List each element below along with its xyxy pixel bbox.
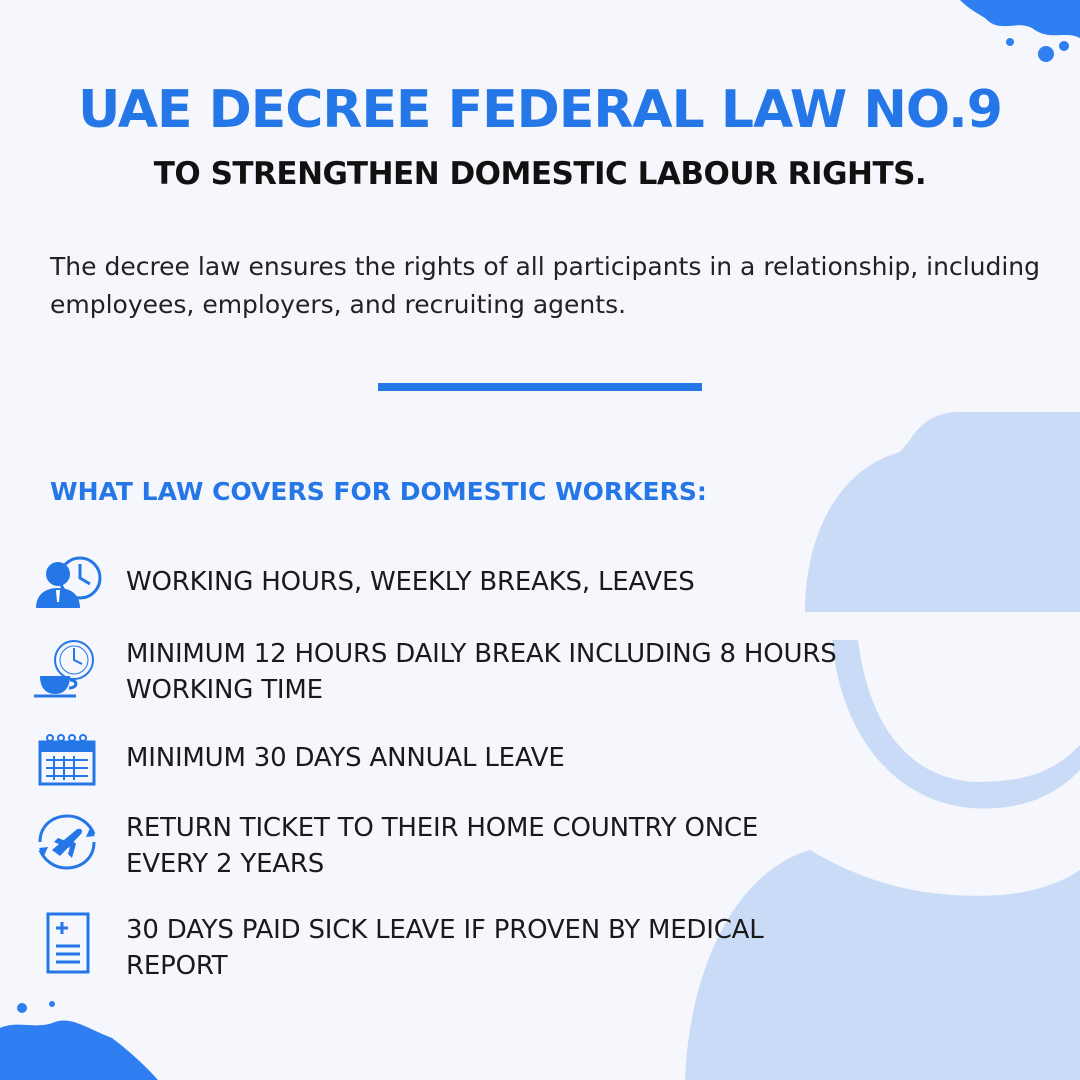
calendar-icon — [28, 730, 102, 794]
page-title: UAE DECREE FEDERAL LAW NO.9 — [78, 80, 1002, 140]
list-item-text: 30 DAYS PAID SICK LEAVE IF PROVEN BY MEDICAL REPORT — [126, 915, 764, 981]
intro-paragraph: The decree law ensures the rights of all participants in a relationship, including employees, employers, and recruiting agents. — [50, 252, 1041, 319]
page-subtitle: TO STRENGTHEN DOMESTIC LABOUR RIGHTS. — [153, 156, 927, 192]
divider — [378, 383, 702, 391]
section-heading: WHAT LAW COVERS FOR DOMESTIC WORKERS: — [50, 477, 707, 506]
brush-stroke-bottom-left — [0, 1001, 158, 1080]
list-item-text: RETURN TICKET TO THEIR HOME COUNTRY ONCE EVERY 2 YEARS — [126, 813, 759, 879]
brush-stroke-top-right — [960, 0, 1080, 62]
list-item-text: MINIMUM 30 DAYS ANNUAL LEAVE — [126, 743, 565, 773]
return-flight-icon — [28, 810, 102, 874]
tea-break-clock-icon — [28, 636, 102, 700]
worker-clock-icon — [28, 550, 102, 614]
list-item-text: MINIMUM 12 HOURS DAILY BREAK INCLUDING 8 HOURS WORKING TIME — [126, 639, 837, 705]
list-item-text: WORKING HOURS, WEEKLY BREAKS, LEAVES — [126, 567, 695, 597]
medical-report-icon — [28, 912, 102, 976]
